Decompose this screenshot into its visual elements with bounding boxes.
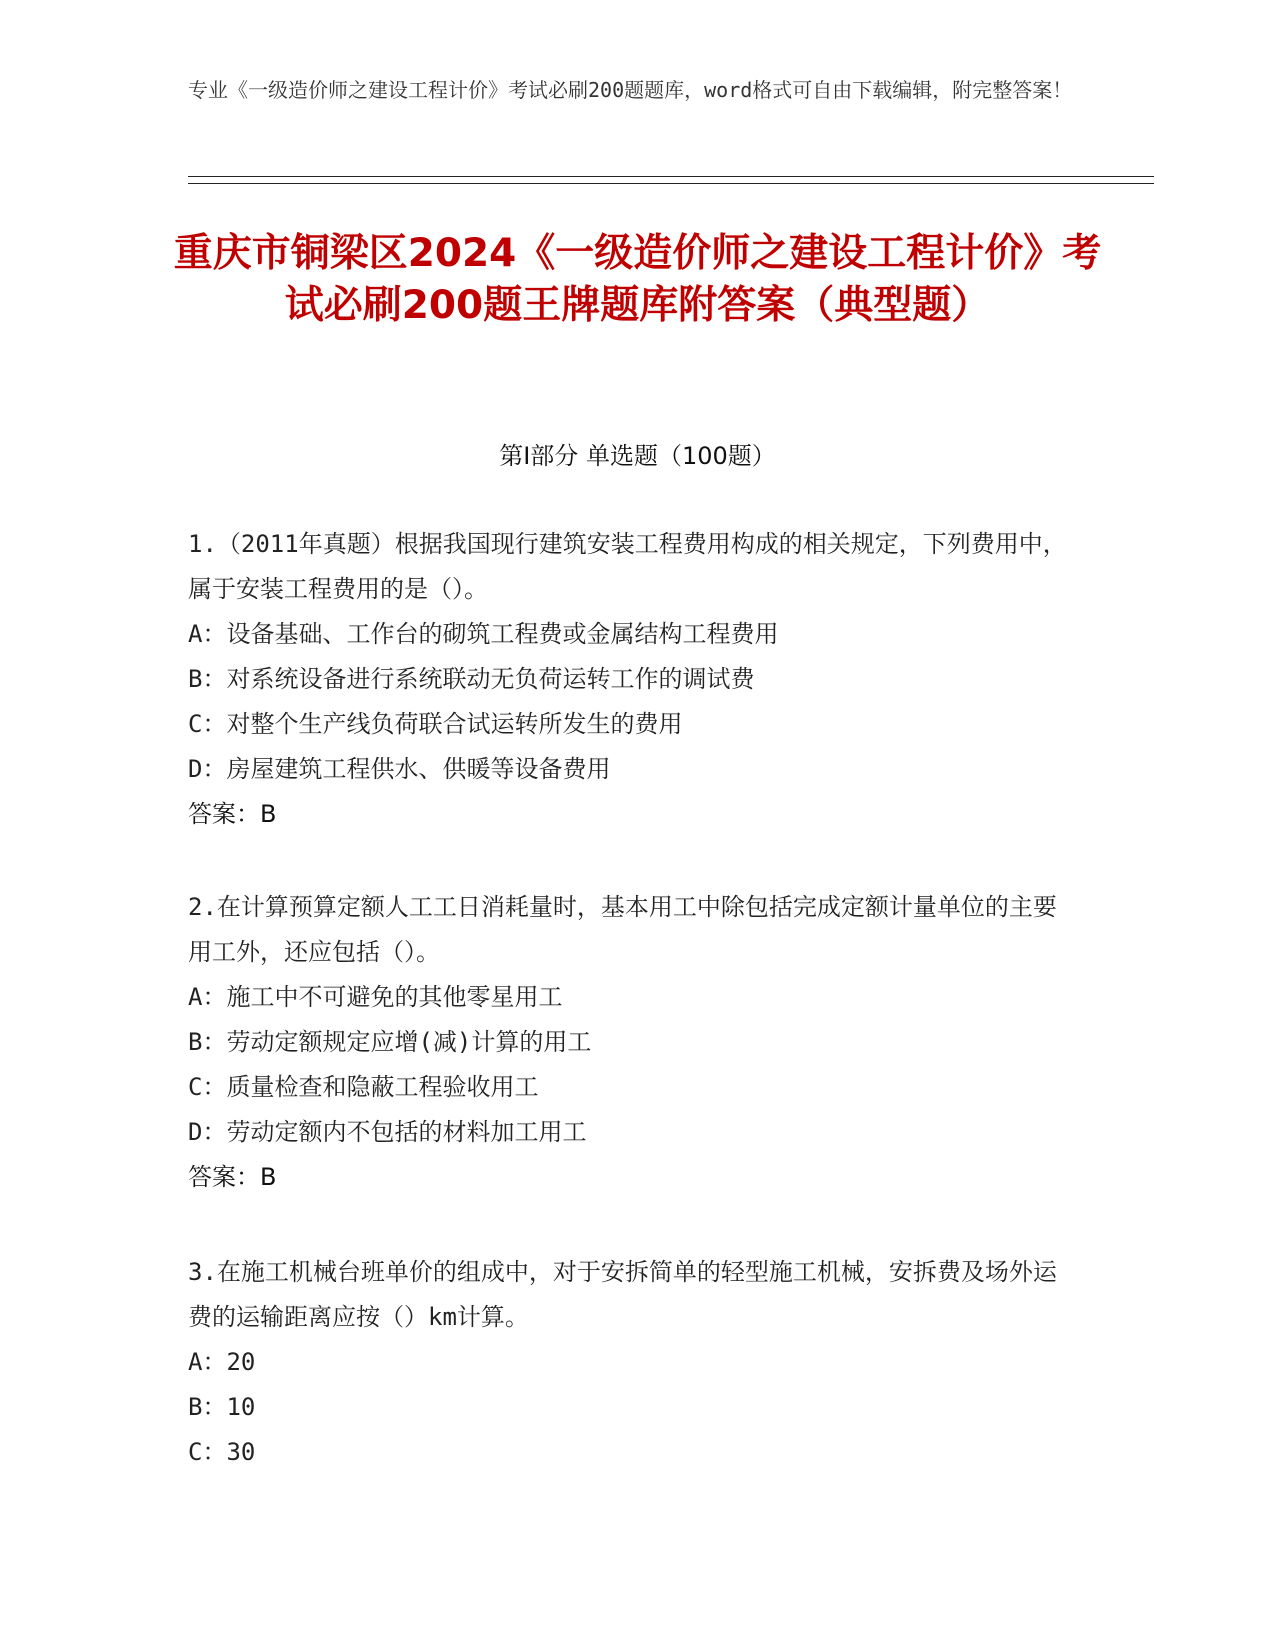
option-b: B：对系统设备进行系统联动无负荷运转工作的调试费 [188,665,755,693]
option-c: C：质量检查和隐蔽工程验收用工 [188,1073,539,1101]
option-d: D：房屋建筑工程供水、供暖等设备费用 [188,755,611,783]
option-c: C：对整个生产线负荷联合试运转所发生的费用 [188,710,683,738]
option-a: A：设备基础、工作台的砌筑工程费或金属结构工程费用 [188,620,779,648]
question-answer: 答案：B [188,800,277,828]
question-stem: 3.在施工机械台班单价的组成中，对于安拆简单的轻型施工机械，安拆费及场外运费的运输距离应按（）km计算。 [188,1258,1057,1331]
header-divider-top [188,176,1154,177]
question-answer: 答案：B [188,1163,277,1191]
document-title: 重庆市铜梁区2024《一级造价师之建设工程计价》考试必刷200题王牌题库附答案（典型题） [173,231,1102,328]
question-2 [188,885,1068,1200]
question-1 [188,522,1068,837]
question-stem: 2.在计算预算定额人工工日消耗量时，基本用工中除包括完成定额计量单位的主要用工外，还应包括（）。 [188,893,1057,966]
option-c: C：30 [188,1438,256,1466]
option-a: A：施工中不可避免的其他零星用工 [188,983,563,1011]
option-b: B：劳动定额规定应增(减)计算的用工 [188,1028,592,1056]
header-note: 专业《一级造价师之建设工程计价》考试必刷200题题库，word格式可自由下载编辑，附完整答案！ [188,78,1073,102]
option-a: A：20 [188,1348,256,1376]
question-3 [188,1250,1068,1475]
section-title: 第Ⅰ部分 单选题（100题） [499,442,776,470]
header-divider-bottom [188,183,1154,184]
question-stem: 1.（2011年真题）根据我国现行建筑安装工程费用构成的相关规定，下列费用中，属于安装工程费用的是（）。 [188,530,1067,603]
option-d: D：劳动定额内不包括的材料加工用工 [188,1118,587,1146]
option-b: B：10 [188,1393,256,1421]
